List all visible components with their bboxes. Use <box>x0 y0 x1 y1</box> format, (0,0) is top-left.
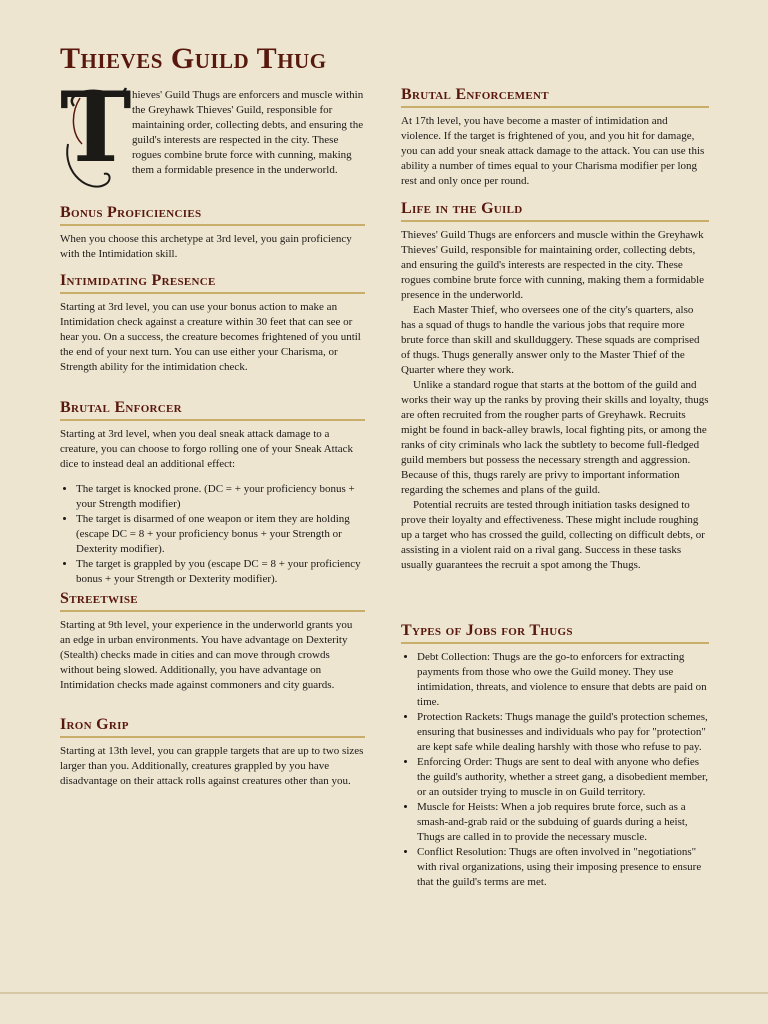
page-title: Thieves Guild Thug <box>60 42 327 75</box>
section-heading: Life in the Guild <box>401 200 709 222</box>
list-item: • Protection Rackets: Thugs manage the guild's protection schemes, ensuring that businesses and individuals who pay for "protection" are kept safe while dealing harshly with those who refuse to pay. <box>417 710 709 755</box>
enforcer-bullet-list <box>60 482 365 587</box>
jobs-bullet-list <box>401 650 709 890</box>
section-types-of-jobs <box>401 622 709 890</box>
section-iron-grip <box>60 716 365 789</box>
section-text: Starting at 3rd level, you can use your bonus action to make an Intimidation check against a creature within 30 feet that can see or hear you. On a success, the creature becomes frightened of you until the end of your next turn. You can use either your Charisma, or Strength ability for the intimidation check. <box>60 301 361 373</box>
section-text: Each Master Thief, who oversees one of the city's quarters, also has a squad of thugs to handle the various jobs that require more brute force than skill and skullduggery. These squads are comprised of thugs. Thugs generally answer only to the Master Thief of the Quarter where they work. <box>401 304 700 376</box>
dropcap-letter: T <box>60 71 132 184</box>
section-heading: Streetwise <box>60 590 365 612</box>
section-heading: Brutal Enforcer <box>60 399 365 421</box>
section-text: Starting at 13th level, you can grapple targets that are up to two sizes larger than you. Additionally, creatures grappled by you have disadvantage on their attack rolls against creatures other than you. <box>60 745 364 787</box>
section-heading: Types of Jobs for Thugs <box>401 622 709 644</box>
section-text: Potential recruits are tested through initiation tasks designed to prove their loyalty and effectiveness. These might include roughing up a target who has crossed the guild, collecting on difficult debts, or assisting in a violent raid on a rival gang. Success in these tasks usually guarantees the recruit a spot among the Thugs. <box>401 499 705 571</box>
section-text: When you choose this archetype at 3rd level, you gain proficiency with the Intimidation skill. <box>60 233 352 260</box>
intro-text: hieves' Guild Thugs are enforcers and muscle within the Greyhawk Thieves' Guild, responsible for maintaining order, collecting debts, and ensuring the guild's interests are respected in the city. These rogues combine brute force with cunning, making them a formidable presence in the underworld. <box>132 89 364 176</box>
section-heading: Iron Grip <box>60 716 365 738</box>
list-item: • Conflict Resolution: Thugs are often involved in "negotiations" with rival organizations, using their imposing presence to ensure that the guild's terms are met. <box>417 845 709 890</box>
section-life-in-the-guild <box>401 200 709 573</box>
left-column <box>60 71 365 787</box>
section-streetwise <box>60 590 365 693</box>
section-heading: Brutal Enforcement <box>401 86 709 108</box>
section-bonus-proficiencies <box>60 204 365 262</box>
section-brutal-enforcer <box>60 399 365 587</box>
section-text: Unlike a standard rogue that starts at the bottom of the guild and works their way up the ranks by proving their skills and loyalty, thugs are often recruited from the rougher parts of Greyhawk. Recruits might be found in back-alley brawls, local fighting pits, or among the ranks of city criminals who lack the subtlety to become full-fledged guild members but possess the necessary strength and aggression. Because of this, thugs rarely are privy to important information regarding the schemes and plans of the guild. <box>401 379 709 496</box>
section-text: Thieves' Guild Thugs are enforcers and muscle within the Greyhawk Thieves' Guild, responsible for maintaining order, collecting debts, and ensuring the guild's interests are respected in the city. These rogues combine brute force with cunning, making them a formidable presence in the underworld. <box>401 229 705 301</box>
section-text: At 17th level, you have become a master of intimidation and violence. If the target is frightened of you, and you hit for damage, you can add your sneak attack damage to the attack. You can use this ability a number of times equal to your Charisma modifier per long rest and only once per round. <box>401 115 705 187</box>
list-item: • The target is grappled by you (escape DC = 8 + your proficiency bonus + your Strength or Dexterity modifier). <box>76 557 365 587</box>
section-heading: Bonus Proficiencies <box>60 204 365 226</box>
footer-divider <box>0 992 768 994</box>
section-intimidating-presence <box>60 272 365 375</box>
section-heading: Intimidating Presence <box>60 272 365 294</box>
section-text: Starting at 3rd level, when you deal sneak attack damage to a creature, you can choose to forgo rolling one of your Sneak Attack dice to instead deal an additional effect: <box>60 428 354 470</box>
section-text: Starting at 9th level, your experience in the underworld grants you an edge in urban environments. You have advantage on Dexterity (Stealth) checks made in cities and can move through crowds without being slowed. Additionally, you have advantage on Intimidation checks made against commoners and city guards. <box>60 619 353 691</box>
list-item: • Muscle for Heists: When a job requires brute force, such as a smash-and-grab raid or the subduing of guards during a heist, Thugs are called in to provide the necessary muscle. <box>417 800 709 845</box>
list-item: • Debt Collection: Thugs are the go-to enforcers for extracting payments from those who owe the Guild money. They use intimidation, threats, and violence to ensure that debts are paid on time. <box>417 650 709 710</box>
section-brutal-enforcement <box>401 86 709 189</box>
list-item: • The target is disarmed of one weapon or item they are holding (escape DC = 8 + your proficiency bonus + your Strength or Dexterity modifier). <box>76 512 365 557</box>
intro-block <box>60 71 365 194</box>
list-item: • Enforcing Order: Thugs are sent to deal with anyone who defies the guild's authority, whether a street gang, a disobedient member, or an outsider trying to muscle in on Guild territory. <box>417 755 709 800</box>
list-item: • The target is knocked prone. (DC = + your proficiency bonus + your Strength modifier) <box>76 482 365 512</box>
